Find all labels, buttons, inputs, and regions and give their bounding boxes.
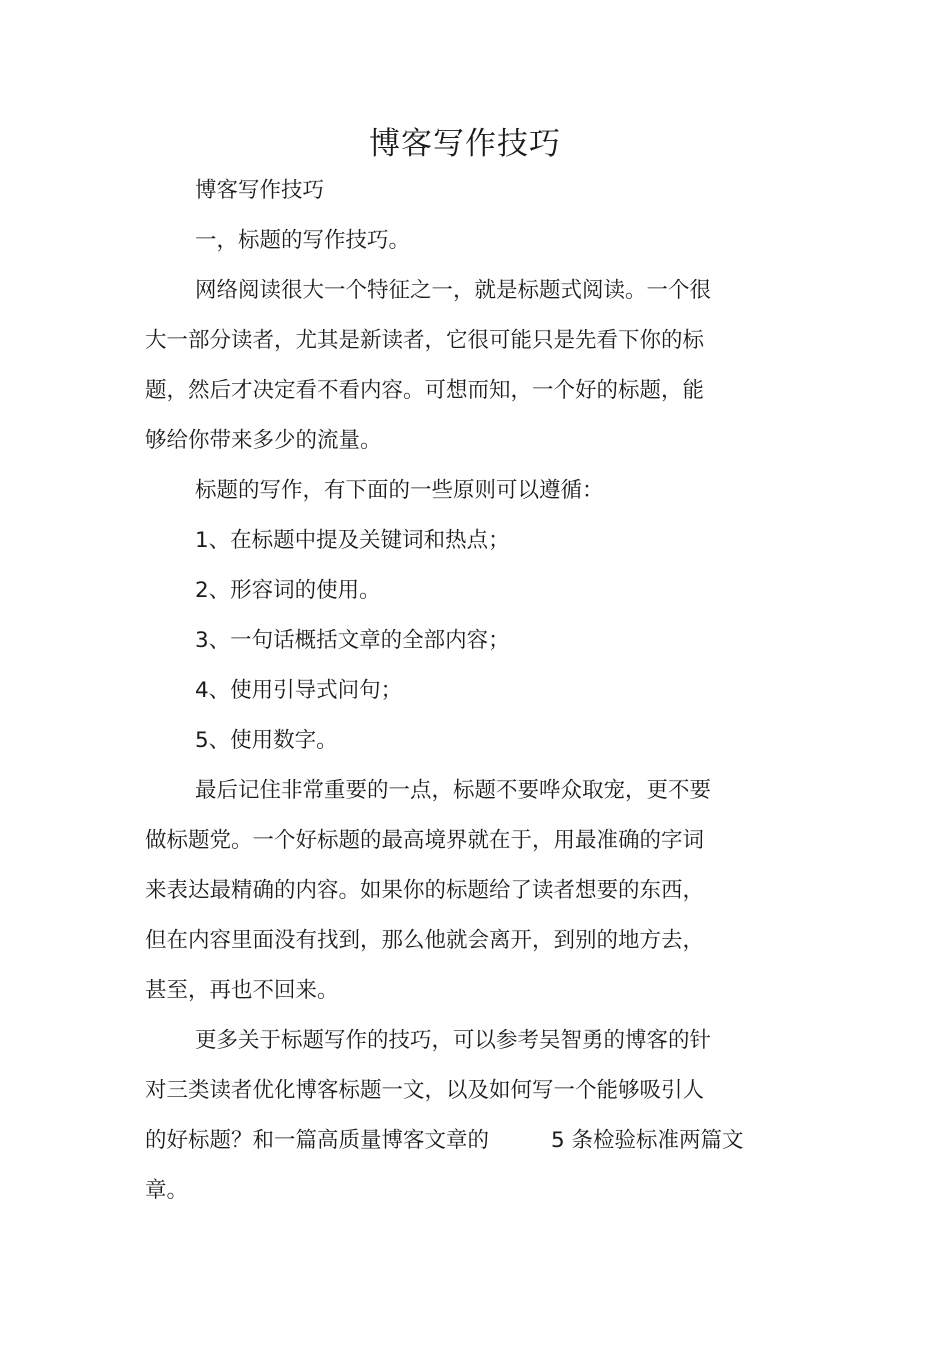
- paragraph-line: 网络阅读很大一个特征之一，就是标题式阅读。一个很: [195, 278, 712, 303]
- paragraph-line: 但在内容里面没有找到，那么他就会离开，到别的地方去，: [145, 928, 705, 953]
- document-title: 博客写作技巧: [369, 126, 561, 162]
- paragraph-line: 最后记住非常重要的一点，标题不要哗众取宠，更不要: [195, 778, 712, 803]
- paragraph-line: 标题的写作，有下面的一些原则可以遵循：: [195, 478, 604, 503]
- paragraph-line: 题，然后才决定看不看内容。可想而知，一个好的标题，能: [145, 378, 705, 403]
- section-heading: 一，标题的写作技巧。: [195, 228, 411, 253]
- paragraph-line: 甚至，再也不回来。: [145, 978, 339, 1003]
- list-item: 1、在标题中提及关键词和热点；: [195, 528, 510, 553]
- subtitle-line: 博客写作技巧: [195, 178, 325, 203]
- list-item: 3、一句话概括文章的全部内容；: [195, 628, 510, 653]
- paragraph-line: 大一部分读者，尤其是新读者，它很可能只是先看下你的标: [145, 328, 705, 353]
- paragraph-line: 章。: [145, 1178, 189, 1203]
- paragraph-line: [145, 1126, 744, 1156]
- list-item: 4、使用引导式问句；: [195, 678, 403, 703]
- list-item: 2、形容词的使用。: [195, 578, 381, 603]
- paragraph-line-part: 5 条检验标准两篇文: [551, 1128, 744, 1153]
- list-item: 5、使用数字。: [195, 728, 338, 753]
- paragraph-line: 够给你带来多少的流量。: [145, 428, 382, 453]
- paragraph-line: 来表达最精确的内容。如果你的标题给了读者想要的东西，: [145, 878, 705, 903]
- paragraph-line: 更多关于标题写作的技巧，可以参考吴智勇的博客的针: [195, 1028, 712, 1053]
- paragraph-line: 对三类读者优化博客标题一文，以及如何写一个能够吸引人: [145, 1078, 705, 1103]
- paragraph-line: 做标题党。一个好标题的最高境界就在于，用最准确的字词: [145, 828, 705, 853]
- paragraph-line-part: 的好标题？和一篇高质量博客文章的: [145, 1128, 490, 1153]
